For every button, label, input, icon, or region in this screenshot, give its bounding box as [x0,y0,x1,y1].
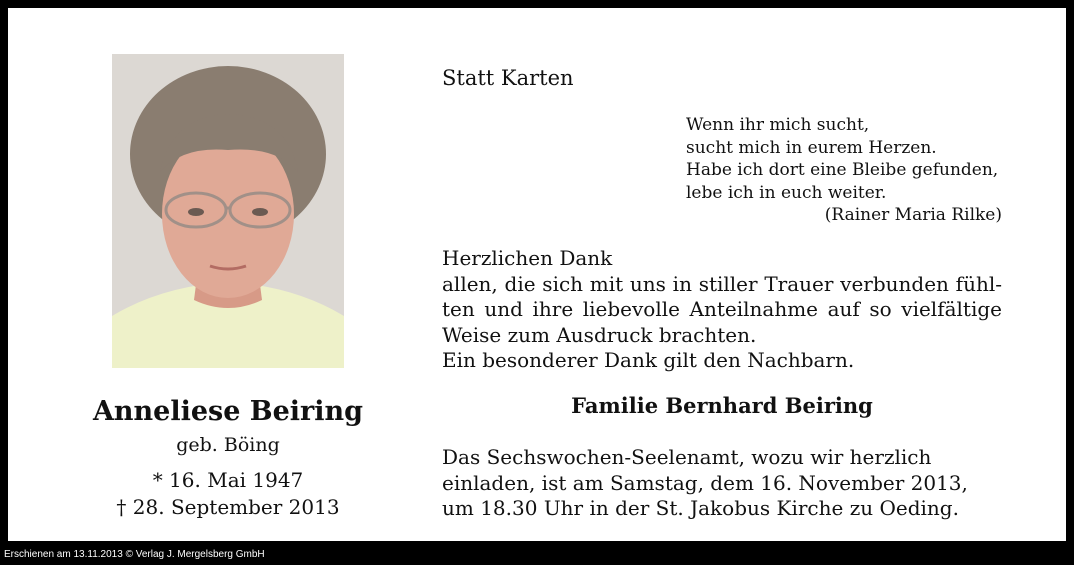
mass-line: einladen, ist am Samstag, dem 16. November 2013, [442,470,968,495]
death-date: † 28. September 2013 [116,495,340,519]
poem-line: sucht mich in eurem Herzen. [686,137,937,158]
obituary-card [8,8,1066,541]
family-signature: Familie Bernhard Beiring [571,393,873,418]
birth-date: * 16. Mai 1947 [152,468,304,492]
thanks-title: Herzlichen Dank [442,246,613,270]
poem-author: (Rainer Maria Rilke) [824,205,1002,225]
mass-line: um 18.30 Uhr in der St. Jakobus Kirche zu Oeding. [442,496,959,520]
deceased-name: Anneliese Beiring [92,396,364,427]
maiden-name: geb. Böing [176,434,280,456]
memorial-mass-text [442,445,1002,522]
poem-line: Habe ich dort eine Bleibe gefunden, [686,160,999,180]
poem-quote [686,114,1002,227]
poem-line: lebe ich in euch weiter. [686,182,887,203]
mass-line: Das Sechswochen-Seelenamt, wozu wir herzlich [442,445,932,469]
thanks-section [442,246,1002,374]
thanks-neighbors: Ein besonderer Dank gilt den Nachbarn. [442,348,855,372]
notice-heading: Statt Karten [442,66,574,90]
portrait-photo [112,54,344,368]
thanks-body: allen, die sich mit uns in stiller Trauer verbunden fühl-ten und ihre liebevolle Anteilnahme auf so vielfältige Weise zum Ausdruck brachten. [442,271,1002,347]
publication-footer: Erschienen am 13.11.2013 © Verlag J. Mergelsberg GmbH [4,549,265,560]
poem-line: Wenn ihr mich sucht, [686,115,870,135]
portrait-illustration [112,54,344,368]
